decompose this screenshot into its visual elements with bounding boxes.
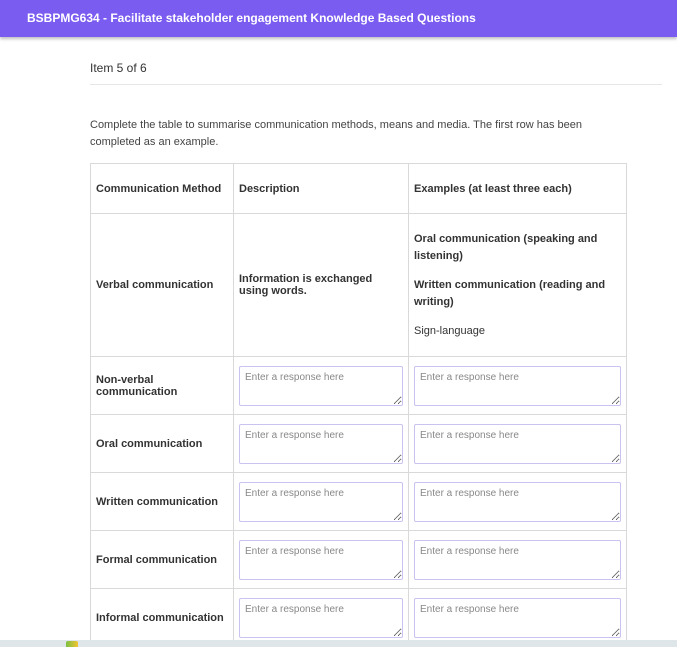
- table-row: [91, 589, 627, 647]
- table-row: [91, 415, 627, 473]
- examples-response-field[interactable]: [414, 424, 621, 464]
- table-row: [91, 531, 627, 589]
- row-method-label: Oral communication: [91, 415, 234, 473]
- row-method-label: Informal communication: [91, 589, 234, 647]
- example-item: Sign-language: [414, 324, 485, 337]
- description-response-field[interactable]: [239, 482, 403, 522]
- description-response-field[interactable]: [239, 598, 403, 638]
- example-description: Information is exchanged using words.: [234, 214, 409, 357]
- example-method: Verbal communication: [91, 214, 234, 357]
- description-response-field[interactable]: [239, 366, 403, 406]
- examples-response-field[interactable]: [414, 540, 621, 580]
- row-method-label: Formal communication: [91, 531, 234, 589]
- examples-response-field[interactable]: [414, 482, 621, 522]
- examples-response-field[interactable]: [414, 598, 621, 638]
- header-method: Communication Method: [91, 164, 234, 214]
- header-description: Description: [234, 164, 409, 214]
- divider: [90, 84, 662, 85]
- row-method-label: Non-verbal communication: [91, 357, 234, 415]
- app-header: [0, 0, 677, 37]
- table-header-row: [91, 164, 627, 214]
- example-item: Oral communication (speaking and listening): [414, 232, 598, 262]
- example-row: [91, 214, 627, 357]
- example-examples: [409, 214, 627, 357]
- page-title: BSBPMG634 - Facilitate stakeholder engagement Knowledge Based Questions: [27, 11, 476, 25]
- item-progress-label: Item 5 of 6: [90, 61, 147, 75]
- row-method-label: Written communication: [91, 473, 234, 531]
- app-icon[interactable]: [66, 641, 78, 647]
- examples-response-field[interactable]: [414, 366, 621, 406]
- description-response-field[interactable]: [239, 540, 403, 580]
- header-examples: Examples (at least three each): [409, 164, 627, 214]
- question-instructions: Complete the table to summarise communication methods, means and media. The first row has been completed as an example.: [90, 119, 582, 148]
- example-item: Written communication (reading and writing): [414, 278, 606, 308]
- communication-table: [90, 163, 627, 647]
- description-response-field[interactable]: [239, 424, 403, 464]
- table-row: [91, 473, 627, 531]
- taskbar-strip: [0, 640, 677, 647]
- table-row: [91, 357, 627, 415]
